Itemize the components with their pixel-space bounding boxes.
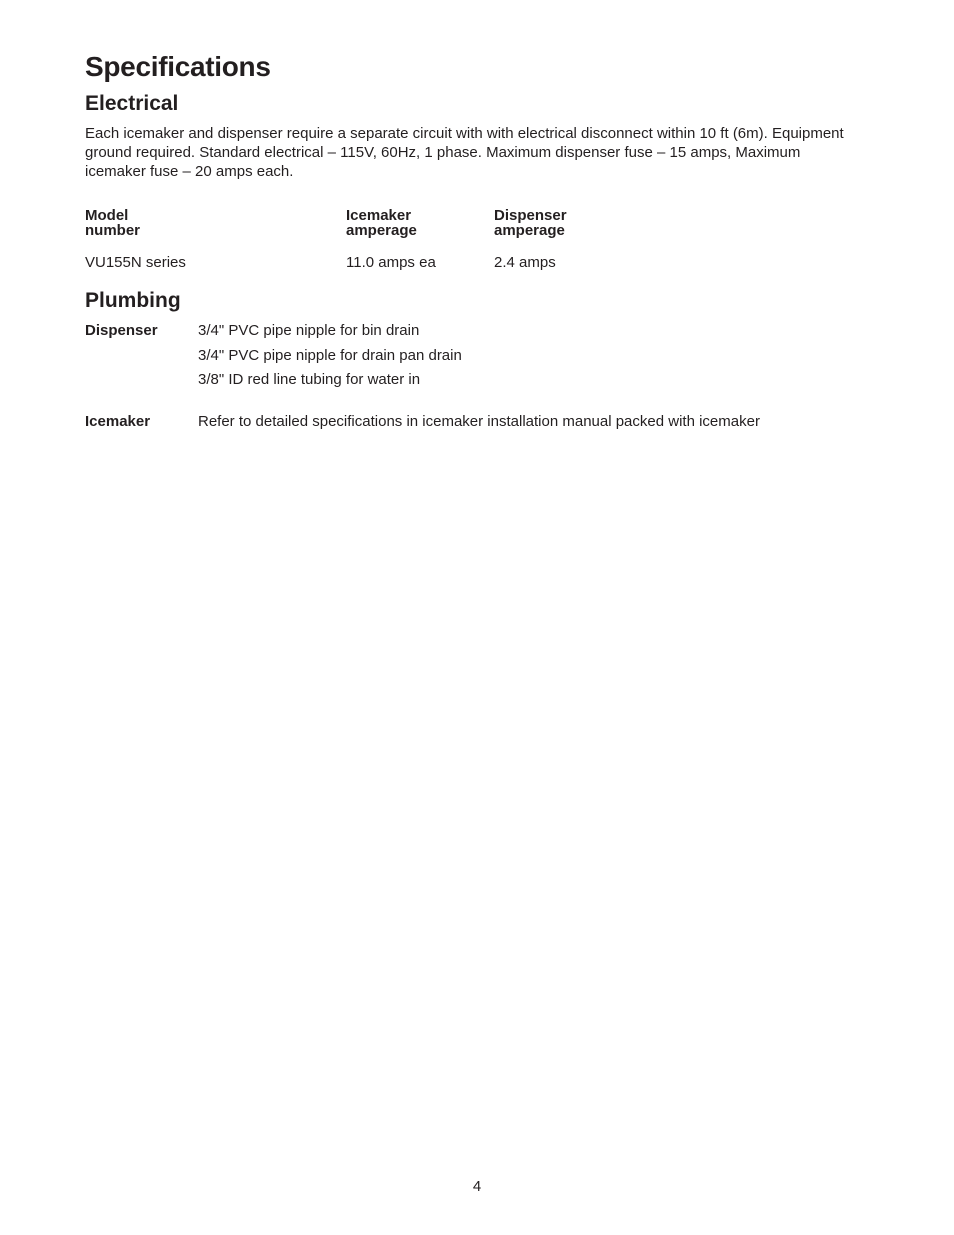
plumbing-dispenser-item: 3/4" PVC pipe nipple for drain pan drain xyxy=(198,347,462,364)
header-text: Icemaker xyxy=(346,207,412,224)
plumbing-dispenser-item: 3/4" PVC pipe nipple for bin drain xyxy=(198,322,420,339)
table-header-dispenser-amperage xyxy=(494,208,567,238)
electrical-description: Each icemaker and dispenser require a separate circuit with with electrical disconnect within 10 ft (6m). Equipment ground required. Standard electrical – 115V, 60Hz, 1 phase. Maximum dispenser fuse – 15 amps, Maximum icemaker fuse – 20 amps each. xyxy=(85,125,844,181)
header-text: number xyxy=(85,222,141,239)
plumbing-heading: Plumbing xyxy=(85,289,181,312)
header-text: Model xyxy=(85,207,129,224)
electrical-heading: Electrical xyxy=(85,92,179,115)
page-number: 4 xyxy=(472,1178,482,1195)
table-cell-model: VU155N series xyxy=(85,254,186,271)
table-header-model xyxy=(85,208,140,238)
plumbing-dispenser-item: 3/8" ID red line tubing for water in xyxy=(198,371,421,388)
plumbing-icemaker-label: Icemaker xyxy=(85,413,151,430)
table-header-icemaker-amperage xyxy=(346,208,417,238)
header-text: Dispenser xyxy=(494,207,567,224)
plumbing-dispenser-label: Dispenser xyxy=(85,322,158,339)
plumbing-icemaker-text: Refer to detailed specifications in icemaker installation manual packed with icemaker xyxy=(198,413,760,430)
table-cell-dispenser-amperage: 2.4 amps xyxy=(494,254,556,271)
table-cell-icemaker-amperage: 11.0 amps ea xyxy=(346,254,436,271)
header-text: amperage xyxy=(346,222,417,239)
header-text: amperage xyxy=(494,222,565,239)
page-title: Specifications xyxy=(85,51,271,82)
